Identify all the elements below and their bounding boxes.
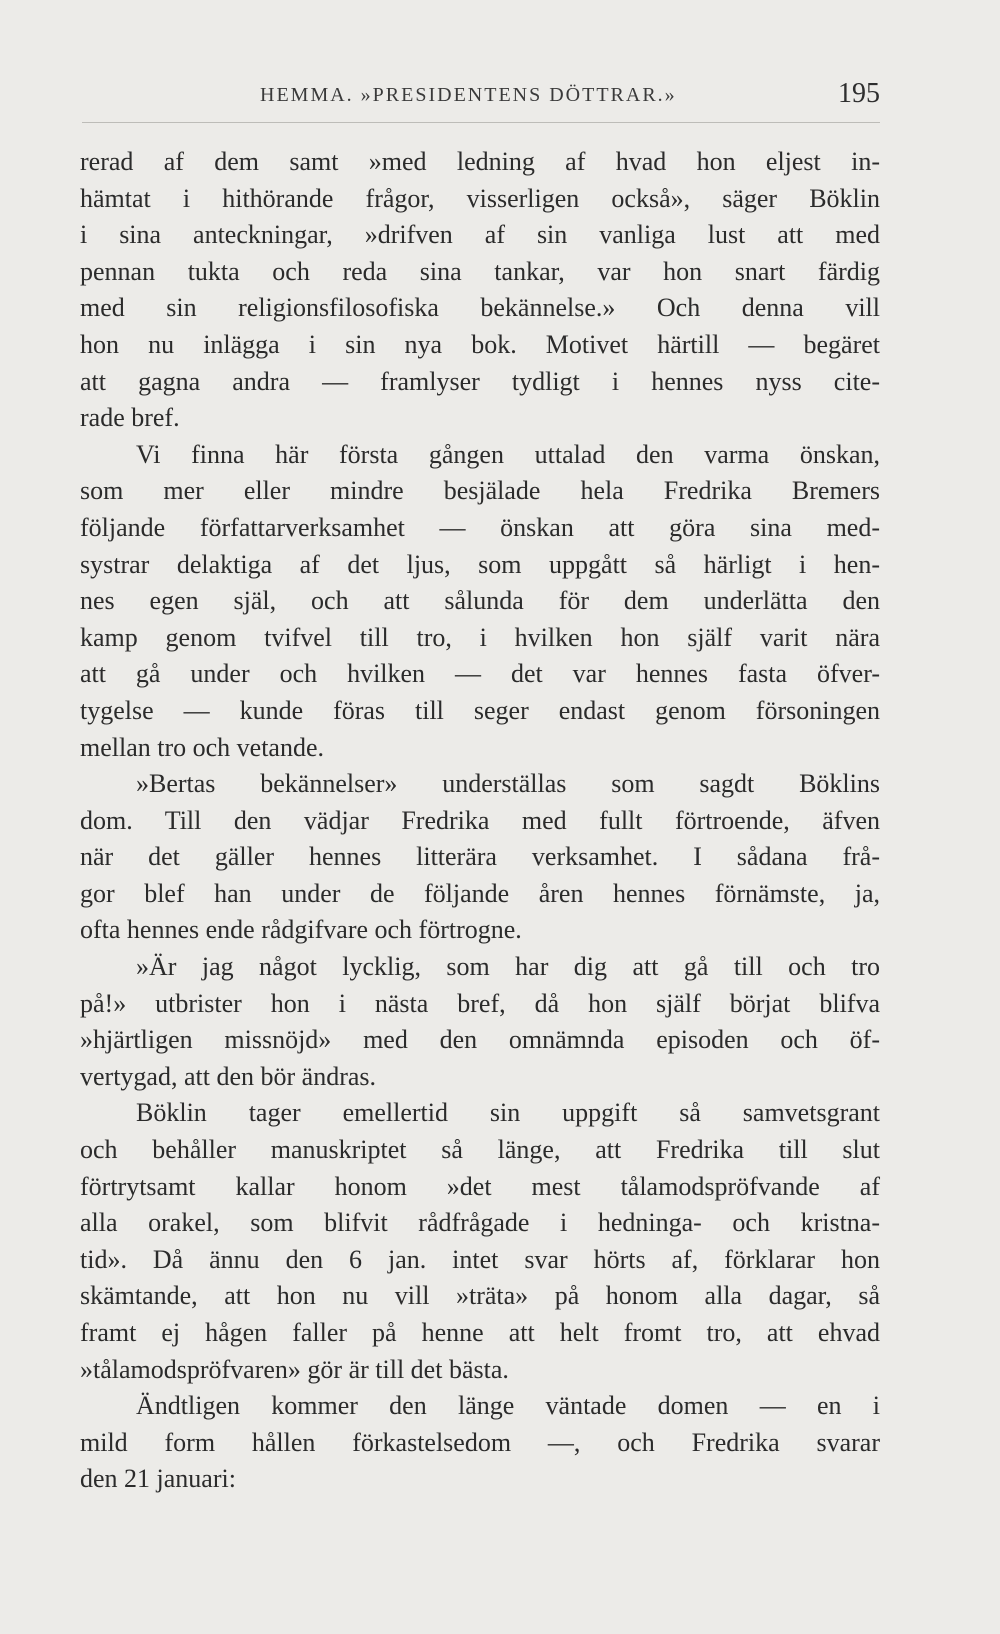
text-line: kamp genom tvifvel till tro, i hvilken hon själf varit nära (80, 622, 880, 652)
text-line: rerad af dem samt »med ledning af hvad hon eljest in- (80, 147, 880, 176)
text-line: som mer eller mindre besjälade hela Fredrika Bremers (80, 476, 880, 506)
text-line: följande författarverksamhet — önskan att göra sina med- (80, 512, 880, 542)
text-line: på!» utbrister hon i nästa bref, då hon själf börjat blifva (80, 988, 880, 1018)
text-line: framt ej hågen faller på henne att helt fromt tro, att ehvad (80, 1318, 880, 1347)
text-line: nes egen själ, och att sålunda för dem underlätta den (80, 586, 880, 616)
text-line: alla orakel, som blifvit rådfrågade i hedninga- och kristna- (80, 1208, 880, 1238)
text-line: dom. Till den vädjar Fredrika med fullt förtroende, äfven (80, 805, 880, 835)
text-line: att gagna andra — framlyser tydligt i hennes nyss cite- (80, 366, 880, 396)
text-line: den 21 januari: (80, 1464, 236, 1494)
text-line: tid». Då ännu den 6 jan. intet svar hörts af, förklarar hon (80, 1244, 880, 1274)
text-line: att gå under och hvilken — det var hennes fasta öfver- (80, 659, 880, 689)
text-line: ofta hennes ende rådgifvare och förtrogne. (80, 915, 522, 945)
text-line: mellan tro och vetande. (80, 732, 325, 762)
text-line: tygelse — kunde föras till seger endast genom försoningen (80, 695, 880, 725)
text-line: när det gäller hennes litterära verksamhet. I sådana frå- (80, 842, 880, 872)
running-header (80, 78, 880, 114)
text-line: hämtat i hithörande frågor, visserligen också», säger Böklin (80, 183, 880, 213)
text-line: förtrytsamt kallar honom »det mest tålamodspröfvande af (80, 1171, 880, 1201)
text-line: systrar delaktiga af det ljus, som uppgått så härligt i hen- (80, 549, 880, 579)
text-line: och behåller manuskriptet så länge, att Fredrika till slut (80, 1135, 880, 1165)
text-line: gor blef han under de följande åren hennes förnämste, ja, (80, 878, 880, 908)
running-title: HEMMA. »PRESIDENTENS DÖTTRAR.» (260, 84, 677, 106)
text-line: pennan tukta och reda sina tankar, var hon snart färdig (80, 256, 880, 286)
text-line: »Är jag något lycklig, som har dig att gå till och tro (136, 952, 880, 982)
text-line: rade bref. (80, 403, 180, 433)
text-line: vertygad, att den bör ändras. (80, 1061, 377, 1091)
text-line: »tålamodspröfvaren» gör är till det bästa. (80, 1354, 509, 1384)
text-line: Ändtligen kommer den länge väntade domen — en i (136, 1391, 880, 1421)
text-line: skämtande, att hon nu vill »träta» på honom alla dagar, så (80, 1281, 880, 1311)
text-line: Böklin tager emellertid sin uppgift så samvetsgrant (136, 1098, 880, 1128)
text-line: »Bertas bekännelser» underställas som sagdt Böklins (136, 769, 880, 799)
page-number: 195 (838, 78, 880, 109)
text-line: Vi finna här första gången uttalad den varma önskan, (136, 439, 880, 469)
body-text (80, 144, 880, 1498)
text-line: hon nu inlägga i sin nya bok. Motivet härtill — begäret (80, 329, 880, 359)
text-line: i sina anteckningar, »drifven af sin vanliga lust att med (80, 220, 880, 250)
header-rule (82, 122, 880, 123)
text-line: »hjärtligen missnöjd» med den omnämnda episoden och öf- (80, 1025, 880, 1055)
text-line: mild form hållen förkastelsedom —, och Fredrika svarar (80, 1427, 880, 1457)
text-line: med sin religionsfilosofiska bekännelse.» Och denna vill (80, 293, 880, 323)
